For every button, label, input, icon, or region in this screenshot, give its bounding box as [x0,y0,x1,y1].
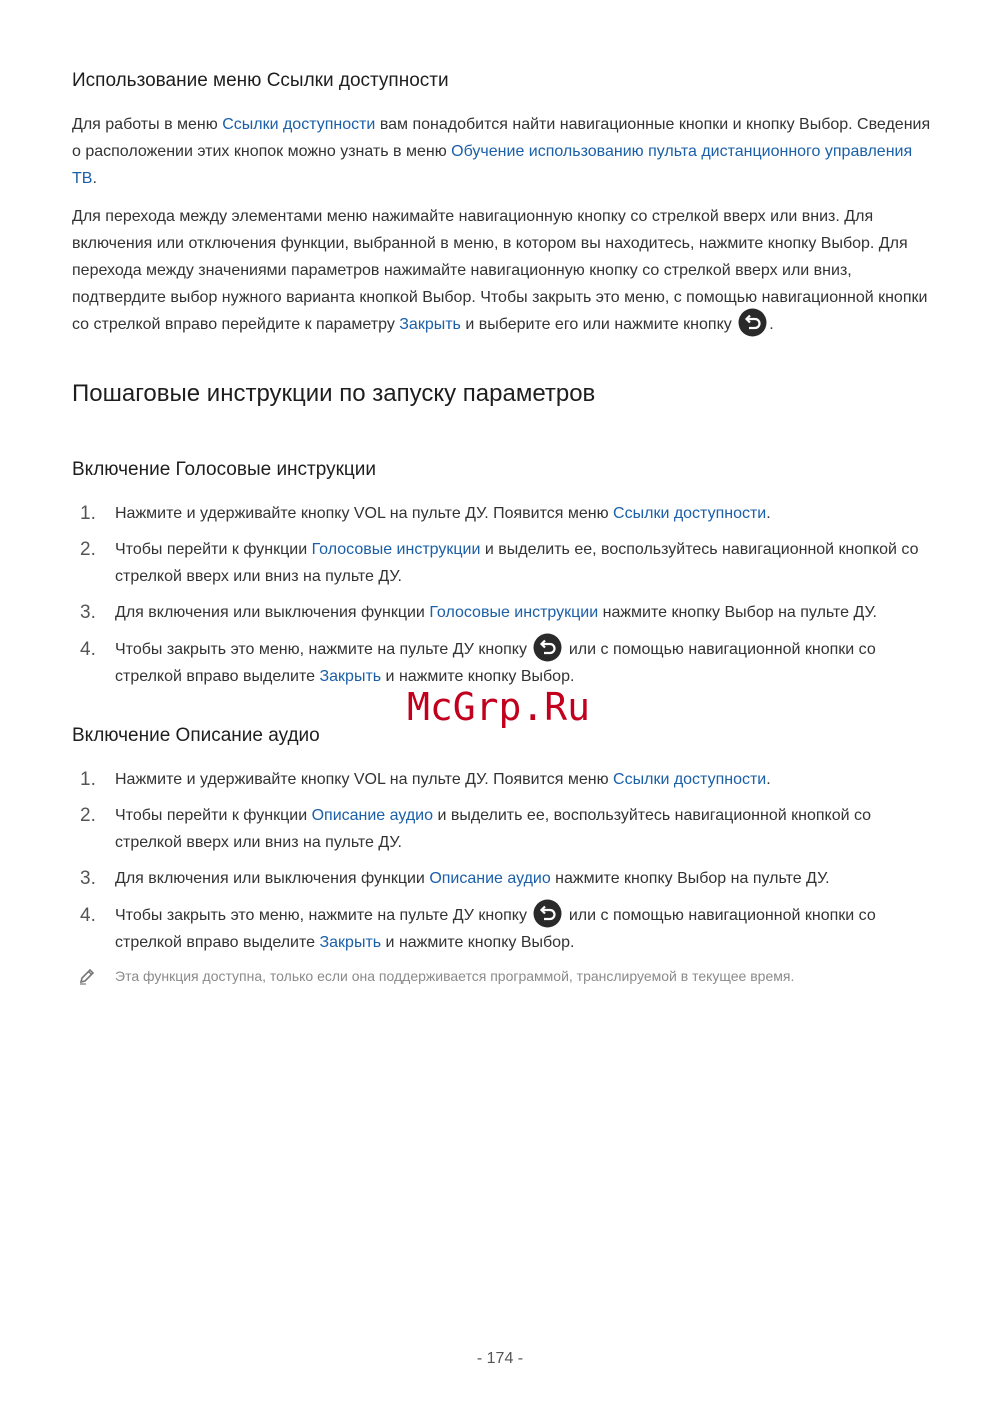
link-accessibility-shortcuts[interactable]: Ссылки доступности [222,116,376,133]
step-number: 1. [80,769,96,790]
section-title-audio-description: Включение Описание аудио [72,725,320,746]
pencil-icon [78,967,96,985]
text: . [766,505,771,522]
main-heading: Пошаговые инструкции по запуску параметров [72,380,596,407]
link-close[interactable]: Закрыть [319,934,382,951]
step-number: 2. [80,805,96,826]
link-voice-guide[interactable]: Голосовые инструкции [311,541,481,558]
watermark: McGrp.Ru [407,685,591,729]
step-number: 3. [80,868,96,889]
section-title-voice-guide: Включение Голосовые инструкции [72,459,377,480]
note-text: Эта функция доступна, только если она поддерживается программой, транслируемой в текущее время. [115,968,795,984]
audio-step-4 [72,902,932,956]
text: и выделить ее, воспользуйтесь навигационной кнопкой со стрелкой вверх или вниз на пульте ДУ. [115,807,872,851]
audio-step-1 [72,766,932,793]
text: Чтобы перейти к функции [115,541,312,558]
text: Нажмите и удерживайте кнопку VOL на пульте ДУ. Появится меню [115,771,614,788]
link-accessibility-shortcuts[interactable]: Ссылки доступности [613,505,767,522]
return-icon [533,633,562,662]
note [78,965,938,987]
voice-step-2 [72,536,932,590]
link-close[interactable]: Закрыть [399,316,461,333]
text: и выделить ее, воспользуйтесь навигационной кнопкой со стрелкой вверх или вниз на пульте ДУ. [115,541,919,585]
text: вам понадобится найти навигационные кнопки и кнопку Выбор. Сведения о расположении этих кнопок можно узнать в меню [72,116,931,160]
text: Нажмите и удерживайте кнопку VOL на пульте ДУ. Появится меню [115,505,614,522]
link-audio-description[interactable]: Описание аудио [311,807,433,824]
step-number: 4. [80,639,96,660]
text: и нажмите кнопку Выбор. [381,668,575,685]
text: Чтобы закрыть это меню, нажмите на пульте ДУ кнопку [115,641,532,658]
text: нажмите кнопку Выбор на пульте ДУ. [550,870,830,887]
text: Для включения или выключения функции [115,870,430,887]
text: или с помощью навигационной кнопки со стрелкой вправо выделите [115,907,876,951]
text: и выберите его или нажмите кнопку [460,316,737,333]
step-number: 1. [80,503,96,524]
link-close[interactable]: Закрыть [319,668,382,685]
return-icon [533,899,562,928]
text: Для включения или выключения функции [115,604,430,621]
return-icon [738,308,767,337]
page-number: - 174 - [476,1350,524,1367]
link-voice-guide[interactable]: Голосовые инструкции [429,604,599,621]
audio-step-2 [72,802,932,856]
link-remote-tutorial[interactable]: Обучение использованию пульта дистанционного управления ТВ [72,143,913,187]
text: Для работы в меню [72,116,223,133]
voice-step-1 [72,500,932,527]
voice-step-3 [72,599,932,626]
audio-step-3 [72,865,932,892]
paragraph-intro [72,111,932,192]
text: Чтобы закрыть это меню, нажмите на пульте ДУ кнопку [115,907,532,924]
step-number: 3. [80,602,96,623]
text: . [769,316,774,333]
text: Для перехода между элементами меню нажимайте навигационную кнопку со стрелкой вверх или вниз. Для включения или отключения функции, выбранной в меню, в котором вы находитесь, нажмите кнопку Выбор. Для перехода между значениями параметров нажимайте навигационную кнопку со стрелкой вверх или вниз, подтвердите выбор нужного варианта кнопкой Выбор. Чтобы закрыть это меню, с помощью навигационной кнопки со стрелкой вправо перейдите к параметру [72,208,928,333]
text: нажмите кнопку Выбор на пульте ДУ. [598,604,877,621]
section-title-accessibility-menu: Использование меню Ссылки доступности [72,70,449,91]
paragraph-navigation [72,203,932,338]
text: и нажмите кнопку Выбор. [381,934,575,951]
step-number: 2. [80,539,96,560]
text: Чтобы перейти к функции [115,807,312,824]
text: . [766,771,771,788]
text: . [92,170,97,187]
link-accessibility-shortcuts[interactable]: Ссылки доступности [613,771,767,788]
step-number: 4. [80,905,96,926]
voice-step-4 [72,636,932,690]
text: или с помощью навигационной кнопки со стрелкой вправо выделите [115,641,876,685]
link-audio-description[interactable]: Описание аудио [429,870,551,887]
